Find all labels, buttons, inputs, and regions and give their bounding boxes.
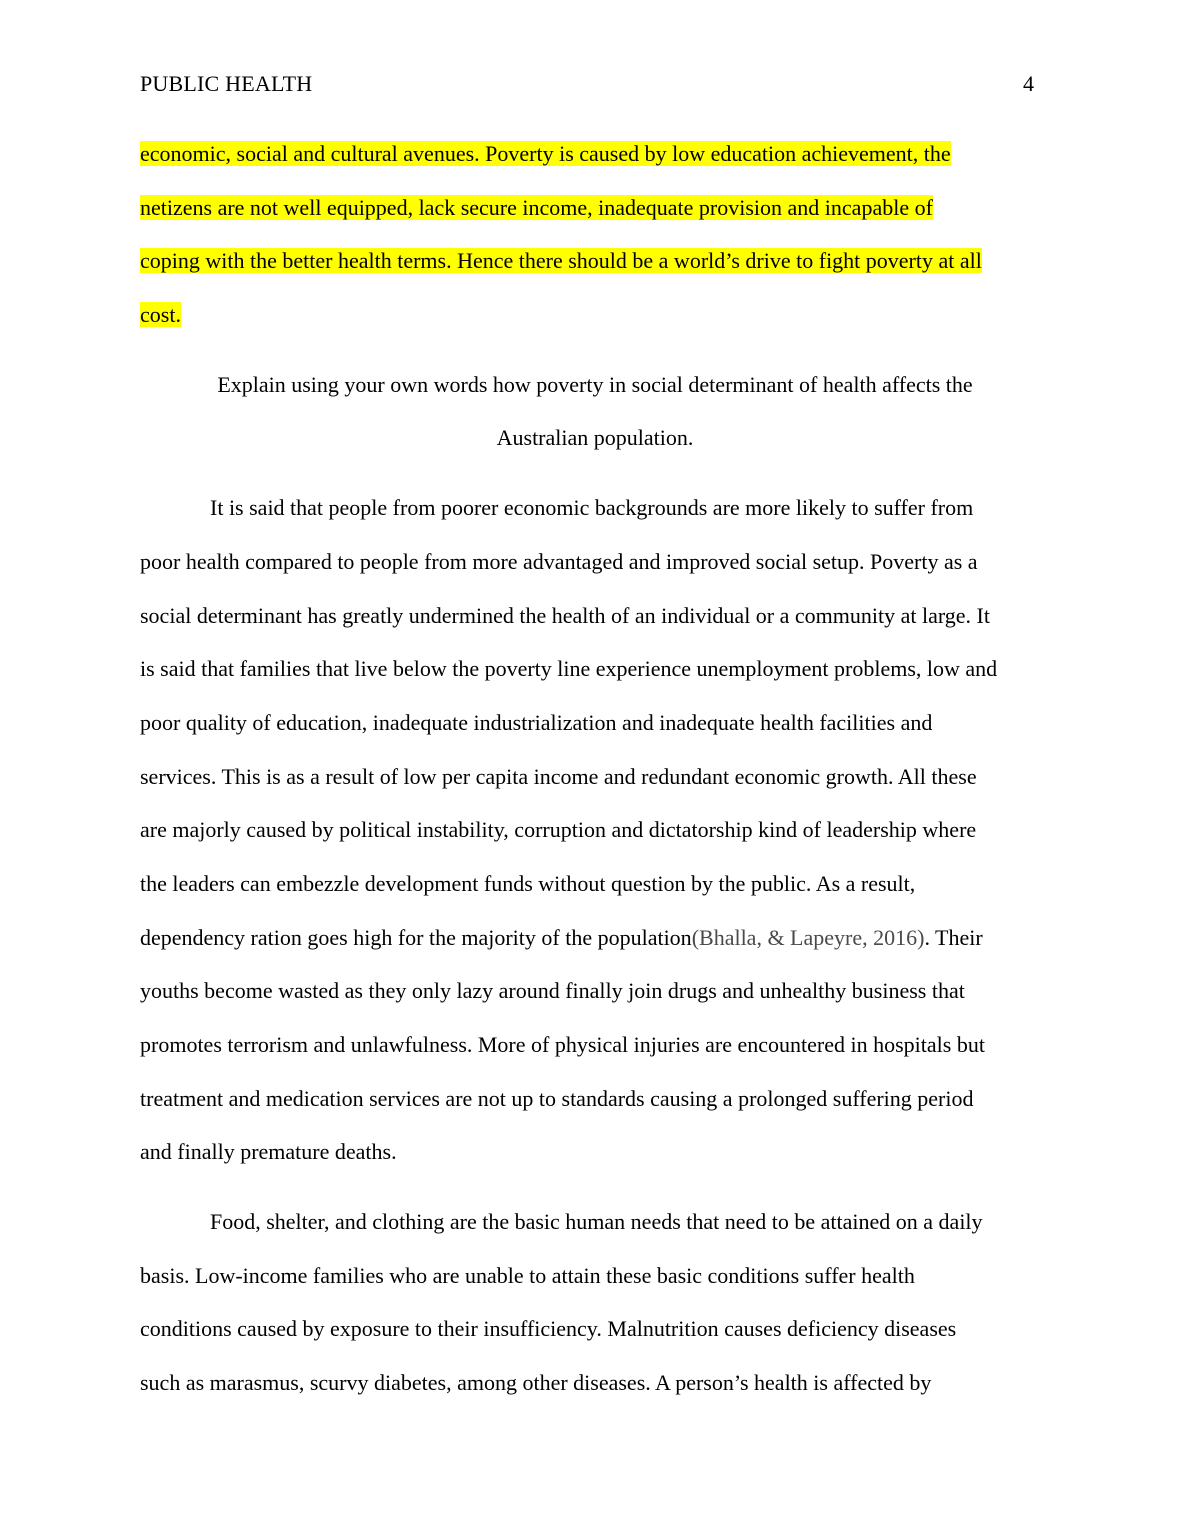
running-head: PUBLIC HEALTH	[140, 71, 313, 96]
text-line: conditions caused by exposure to their insufficiency. Malnutrition causes deficiency diseases	[140, 1316, 957, 1342]
highlighted-text: coping with the better health terms. Hence there should be a world’s drive to fight poverty at all	[140, 248, 982, 274]
text-line: Food, shelter, and clothing are the basic human needs that need to be attained on a daily	[210, 1209, 983, 1235]
heading-line: Explain using your own words how poverty in social determinant of health affects the	[217, 371, 973, 397]
text-segment: . Their	[924, 924, 983, 950]
document-body	[140, 127, 1050, 1410]
text-line: is said that families that live below the poverty line experience unemployment problems, low and	[140, 656, 998, 682]
citation: (Bhalla, & Lapeyre, 2016)	[691, 924, 925, 950]
text-line: the leaders can embezzle development funds without question by the public. As a result,	[140, 870, 916, 896]
text-line: social determinant has greatly undermined the health of an individual or a community at large. It	[140, 602, 990, 628]
paragraph-gap	[140, 1179, 1050, 1195]
text-line	[140, 911, 1050, 965]
text-line: services. This is as a result of low per capita income and redundant economic growth. All these	[140, 763, 977, 789]
text-line: such as marasmus, scurvy diabetes, among other diseases. A person’s health is affected by	[140, 1370, 932, 1396]
heading-line: Australian population.	[496, 425, 694, 451]
text-line: are majorly caused by political instability, corruption and dictatorship kind of leadership where	[140, 817, 977, 843]
text-line	[140, 181, 1050, 235]
text-segment: dependency ration goes high for the majority of the population	[140, 924, 692, 950]
body-paragraph-2	[140, 1195, 1050, 1410]
text-line: poor quality of education, inadequate industrialization and inadequate health facilities and	[140, 709, 933, 735]
text-line: and finally premature deaths.	[140, 1139, 397, 1165]
highlighted-text: netizens are not well equipped, lack secure income, inadequate provision and incapable of	[140, 194, 933, 220]
highlighted-text: cost.	[140, 302, 181, 328]
highlighted-text: economic, social and cultural avenues. Poverty is caused by low education achievement, the	[140, 141, 951, 166]
text-line: promotes terrorism and unlawfulness. More of physical injuries are encountered in hospitals but	[140, 1032, 985, 1057]
section-heading	[140, 358, 1050, 465]
text-line: treatment and medication services are not up to standards causing a prolonged suffering period	[140, 1085, 974, 1111]
text-line: poor health compared to people from more advantaged and improved social setup. Poverty as a	[140, 548, 978, 574]
highlighted-paragraph	[140, 127, 1050, 342]
text-line: It is said that people from poorer economic backgrounds are more likely to suffer from	[210, 495, 974, 521]
text-line: youths become wasted as they only lazy around finally join drugs and unhealthy business that	[140, 978, 965, 1004]
text-line	[140, 127, 1050, 181]
text-line	[140, 288, 1050, 342]
text-line	[140, 234, 1050, 288]
page-number: 4	[1023, 71, 1034, 96]
body-paragraph-1	[140, 481, 1050, 1179]
text-line: basis. Low-income families who are unable to attain these basic conditions suffer health	[140, 1262, 915, 1288]
